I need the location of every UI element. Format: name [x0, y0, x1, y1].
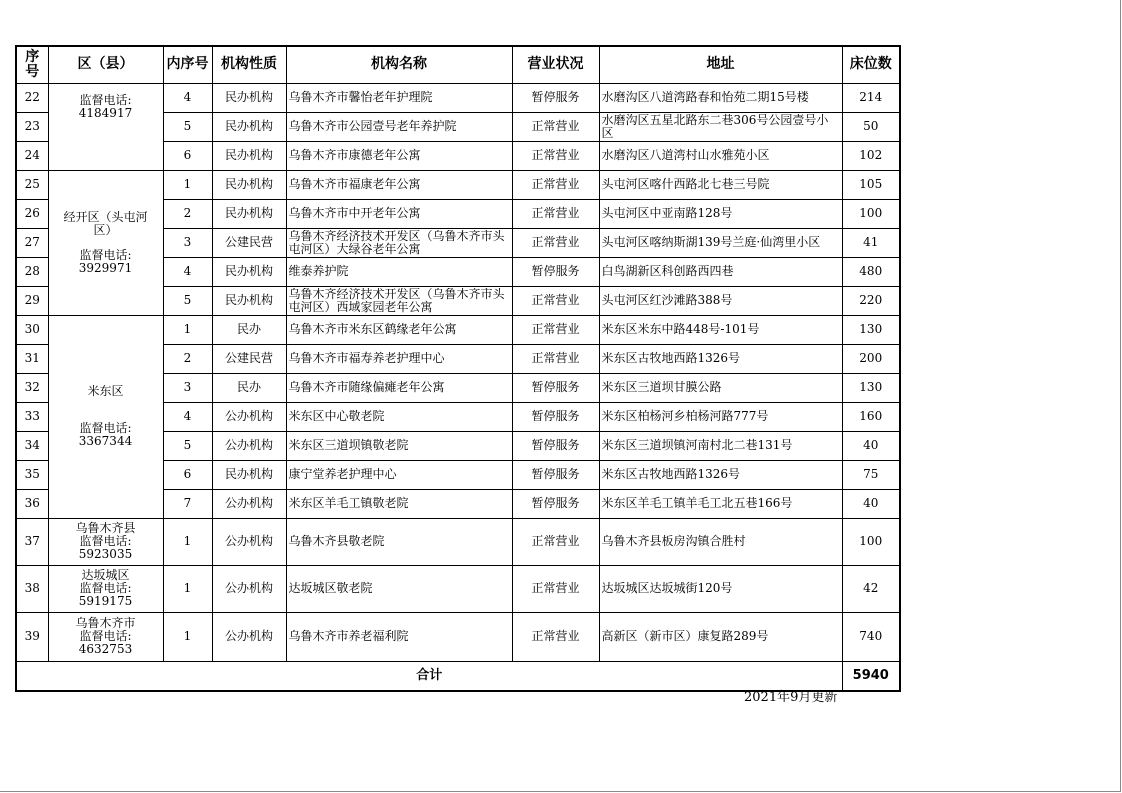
cell-beds: 75	[842, 460, 900, 489]
header-status: 营业状况	[512, 46, 599, 83]
cell-sub-no: 1	[163, 315, 212, 344]
cell-status: 暂停服务	[512, 373, 599, 402]
cell-beds: 100	[842, 518, 900, 565]
cell-name: 乌鲁木齐市公园壹号老年养护院	[286, 112, 512, 141]
cell-no: 35	[16, 460, 48, 489]
cell-sub-no: 5	[163, 431, 212, 460]
cell-type: 公办机构	[212, 518, 286, 565]
cell-status: 正常营业	[512, 315, 599, 344]
cell-beds: 220	[842, 286, 900, 315]
cell-type: 民办	[212, 373, 286, 402]
cell-name: 米东区中心敬老院	[286, 402, 512, 431]
district-line: 监督电话:	[79, 534, 132, 548]
cell-name: 米东区三道坝镇敬老院	[286, 431, 512, 460]
cell-status: 暂停服务	[512, 431, 599, 460]
district-phone: 3367344	[78, 434, 133, 448]
cell-beds: 105	[842, 170, 900, 199]
cell-type: 民办机构	[212, 257, 286, 286]
cell-address: 米东区三道坝镇河南村北二巷131号	[599, 431, 842, 460]
cell-type: 公办机构	[212, 565, 286, 612]
cell-name: 乌鲁木齐县敬老院	[286, 518, 512, 565]
header-beds: 床位数	[842, 46, 900, 83]
cell-address: 米东区柏杨河乡柏杨河路777号	[599, 402, 842, 431]
cell-type: 公办机构	[212, 612, 286, 661]
cell-beds: 130	[842, 315, 900, 344]
district-line: 乌鲁木齐县	[75, 521, 136, 535]
cell-type: 民办机构	[212, 170, 286, 199]
cell-name: 乌鲁木齐经济技术开发区（乌鲁木齐市头屯河区）西域家园老年公寓	[286, 286, 512, 315]
cell-address: 达坂城区达坂城街120号	[599, 565, 842, 612]
cell-type: 公建民营	[212, 344, 286, 373]
cell-sub-no: 3	[163, 373, 212, 402]
total-label: 合计	[16, 661, 842, 691]
cell-address: 米东区羊毛工镇羊毛工北五巷166号	[599, 489, 842, 518]
cell-type: 公办机构	[212, 489, 286, 518]
district-line: 区）	[93, 222, 118, 237]
district-phone: 4632753	[78, 642, 133, 656]
district-cell-dabancheng	[48, 565, 163, 612]
district-line: 经开区（头屯河	[63, 209, 148, 224]
cell-no: 33	[16, 402, 48, 431]
cell-name: 达坂城区敬老院	[286, 565, 512, 612]
cell-beds: 41	[842, 228, 900, 257]
cell-sub-no: 5	[163, 112, 212, 141]
district-line: 乌鲁木齐市	[75, 616, 136, 630]
district-line: 达坂城区	[81, 568, 130, 582]
cell-address: 米东区古牧地西路1326号	[599, 460, 842, 489]
cell-address: 水磨沟区八道湾路春和怡苑二期15号楼	[599, 83, 842, 112]
cell-address: 白鸟湖新区科创路西四巷	[599, 257, 842, 286]
cell-name: 乌鲁木齐市中开老年公寓	[286, 199, 512, 228]
cell-name: 乌鲁木齐市养老福利院	[286, 612, 512, 661]
cell-status: 正常营业	[512, 170, 599, 199]
cell-no: 28	[16, 257, 48, 286]
cell-address: 头屯河区喀什西路北七巷三号院	[599, 170, 842, 199]
cell-address: 头屯河区红沙滩路388号	[599, 286, 842, 315]
header-name: 机构名称	[286, 46, 512, 83]
cell-address: 米东区米东中路448号-101号	[599, 315, 842, 344]
cell-sub-no: 1	[163, 170, 212, 199]
district-line: 米东区	[87, 384, 124, 398]
district-cell-wulumuqi-county	[48, 518, 163, 565]
cell-no: 22	[16, 83, 48, 112]
header-no: 序号	[16, 46, 48, 83]
cell-sub-no: 3	[163, 228, 212, 257]
cell-status: 正常营业	[512, 112, 599, 141]
cell-name: 乌鲁木齐市随缘偏瘫老年公寓	[286, 373, 512, 402]
district-phone: 5923035	[78, 547, 133, 561]
cell-name: 康宁堂养老护理中心	[286, 460, 512, 489]
district-line: 监督电话:	[79, 629, 132, 643]
cell-name: 乌鲁木齐市福康老年公寓	[286, 170, 512, 199]
cell-beds: 100	[842, 199, 900, 228]
district-phone: 5919175	[78, 594, 133, 608]
cell-no: 25	[16, 170, 48, 199]
cell-beds: 200	[842, 344, 900, 373]
cell-no: 34	[16, 431, 48, 460]
cell-type: 民办机构	[212, 286, 286, 315]
cell-address: 水磨沟区五星北路东二巷306号公园壹号小区	[599, 112, 842, 141]
table-row[interactable]	[16, 612, 900, 661]
cell-address: 米东区古牧地西路1326号	[599, 344, 842, 373]
table-row[interactable]	[16, 315, 900, 344]
table-row[interactable]	[16, 565, 900, 612]
cell-sub-no: 5	[163, 286, 212, 315]
table-row[interactable]	[16, 83, 900, 112]
cell-status: 正常营业	[512, 565, 599, 612]
cell-beds: 40	[842, 489, 900, 518]
cell-beds: 50	[842, 112, 900, 141]
cell-status: 正常营业	[512, 344, 599, 373]
cell-no: 32	[16, 373, 48, 402]
cell-beds: 214	[842, 83, 900, 112]
institution-table	[15, 45, 901, 692]
cell-type: 民办机构	[212, 83, 286, 112]
cell-no: 24	[16, 141, 48, 170]
cell-address: 高新区（新市区）康复路289号	[599, 612, 842, 661]
cell-status: 暂停服务	[512, 402, 599, 431]
cell-sub-no: 2	[163, 199, 212, 228]
cell-address: 米东区三道坝甘膜公路	[599, 373, 842, 402]
header-district: 区（县）	[48, 46, 163, 83]
cell-no: 39	[16, 612, 48, 661]
cell-name: 乌鲁木齐市康德老年公寓	[286, 141, 512, 170]
cell-status: 暂停服务	[512, 257, 599, 286]
district-cell-shuimogou	[48, 83, 163, 170]
cell-name: 乌鲁木齐市福寿养老护理中心	[286, 344, 512, 373]
district-cell-wulumuqi-city	[48, 612, 163, 661]
cell-sub-no: 4	[163, 402, 212, 431]
district-line: 监督电话:	[79, 247, 132, 262]
cell-type: 民办机构	[212, 460, 286, 489]
cell-type: 民办机构	[212, 112, 286, 141]
cell-beds: 42	[842, 565, 900, 612]
cell-name: 乌鲁木齐市馨怡老年护理院	[286, 83, 512, 112]
cell-beds: 740	[842, 612, 900, 661]
cell-type: 公建民营	[212, 228, 286, 257]
cell-status: 正常营业	[512, 612, 599, 661]
district-line: 监督电话:	[79, 581, 132, 595]
cell-beds: 102	[842, 141, 900, 170]
cell-sub-no: 1	[163, 565, 212, 612]
cell-address: 头屯河区中亚南路128号	[599, 199, 842, 228]
district-cell-midong	[48, 315, 163, 518]
cell-beds: 130	[842, 373, 900, 402]
district-line: 监督电话:	[79, 92, 132, 107]
cell-no: 29	[16, 286, 48, 315]
cell-sub-no: 4	[163, 257, 212, 286]
cell-status: 正常营业	[512, 199, 599, 228]
cell-beds: 160	[842, 402, 900, 431]
cell-status: 暂停服务	[512, 460, 599, 489]
cell-address: 头屯河区喀纳斯湖139号兰庭·仙湾里小区	[599, 228, 842, 257]
header-row	[16, 46, 900, 83]
cell-sub-no: 1	[163, 518, 212, 565]
cell-type: 公办机构	[212, 402, 286, 431]
district-phone: 4184917	[78, 105, 133, 120]
cell-name: 乌鲁木齐市米东区鹤缘老年公寓	[286, 315, 512, 344]
cell-type: 公办机构	[212, 431, 286, 460]
cell-name: 乌鲁木齐经济技术开发区（乌鲁木齐市头屯河区）大绿谷老年公寓	[286, 228, 512, 257]
cell-sub-no: 7	[163, 489, 212, 518]
cell-status: 暂停服务	[512, 83, 599, 112]
cell-address: 乌鲁木齐县板房沟镇合胜村	[599, 518, 842, 565]
cell-sub-no: 1	[163, 612, 212, 661]
cell-beds: 40	[842, 431, 900, 460]
cell-sub-no: 6	[163, 141, 212, 170]
cell-name: 米东区羊毛工镇敬老院	[286, 489, 512, 518]
cell-no: 30	[16, 315, 48, 344]
cell-no: 26	[16, 199, 48, 228]
district-cell-jingkai	[48, 170, 163, 315]
total-beds: 5940	[842, 661, 900, 691]
cell-type: 民办	[212, 315, 286, 344]
header-type: 机构性质	[212, 46, 286, 83]
cell-no: 27	[16, 228, 48, 257]
table-row[interactable]	[16, 170, 900, 199]
cell-status: 正常营业	[512, 518, 599, 565]
update-note: 2021年9月更新	[744, 690, 838, 705]
cell-sub-no: 2	[163, 344, 212, 373]
cell-beds: 480	[842, 257, 900, 286]
cell-sub-no: 6	[163, 460, 212, 489]
cell-type: 民办机构	[212, 199, 286, 228]
cell-no: 38	[16, 565, 48, 612]
cell-sub-no: 4	[163, 83, 212, 112]
cell-type: 民办机构	[212, 141, 286, 170]
header-address: 地址	[599, 46, 842, 83]
cell-address: 水磨沟区八道湾村山水雅苑小区	[599, 141, 842, 170]
cell-status: 暂停服务	[512, 489, 599, 518]
header-sub-no: 内序号	[163, 46, 212, 83]
cell-no: 37	[16, 518, 48, 565]
cell-name: 维泰养护院	[286, 257, 512, 286]
district-line: 监督电话:	[79, 421, 132, 435]
cell-no: 23	[16, 112, 48, 141]
cell-status: 正常营业	[512, 228, 599, 257]
cell-no: 36	[16, 489, 48, 518]
district-phone: 3929971	[78, 260, 133, 275]
table-row[interactable]	[16, 518, 900, 565]
cell-status: 正常营业	[512, 141, 599, 170]
cell-no: 31	[16, 344, 48, 373]
cell-status: 正常营业	[512, 286, 599, 315]
